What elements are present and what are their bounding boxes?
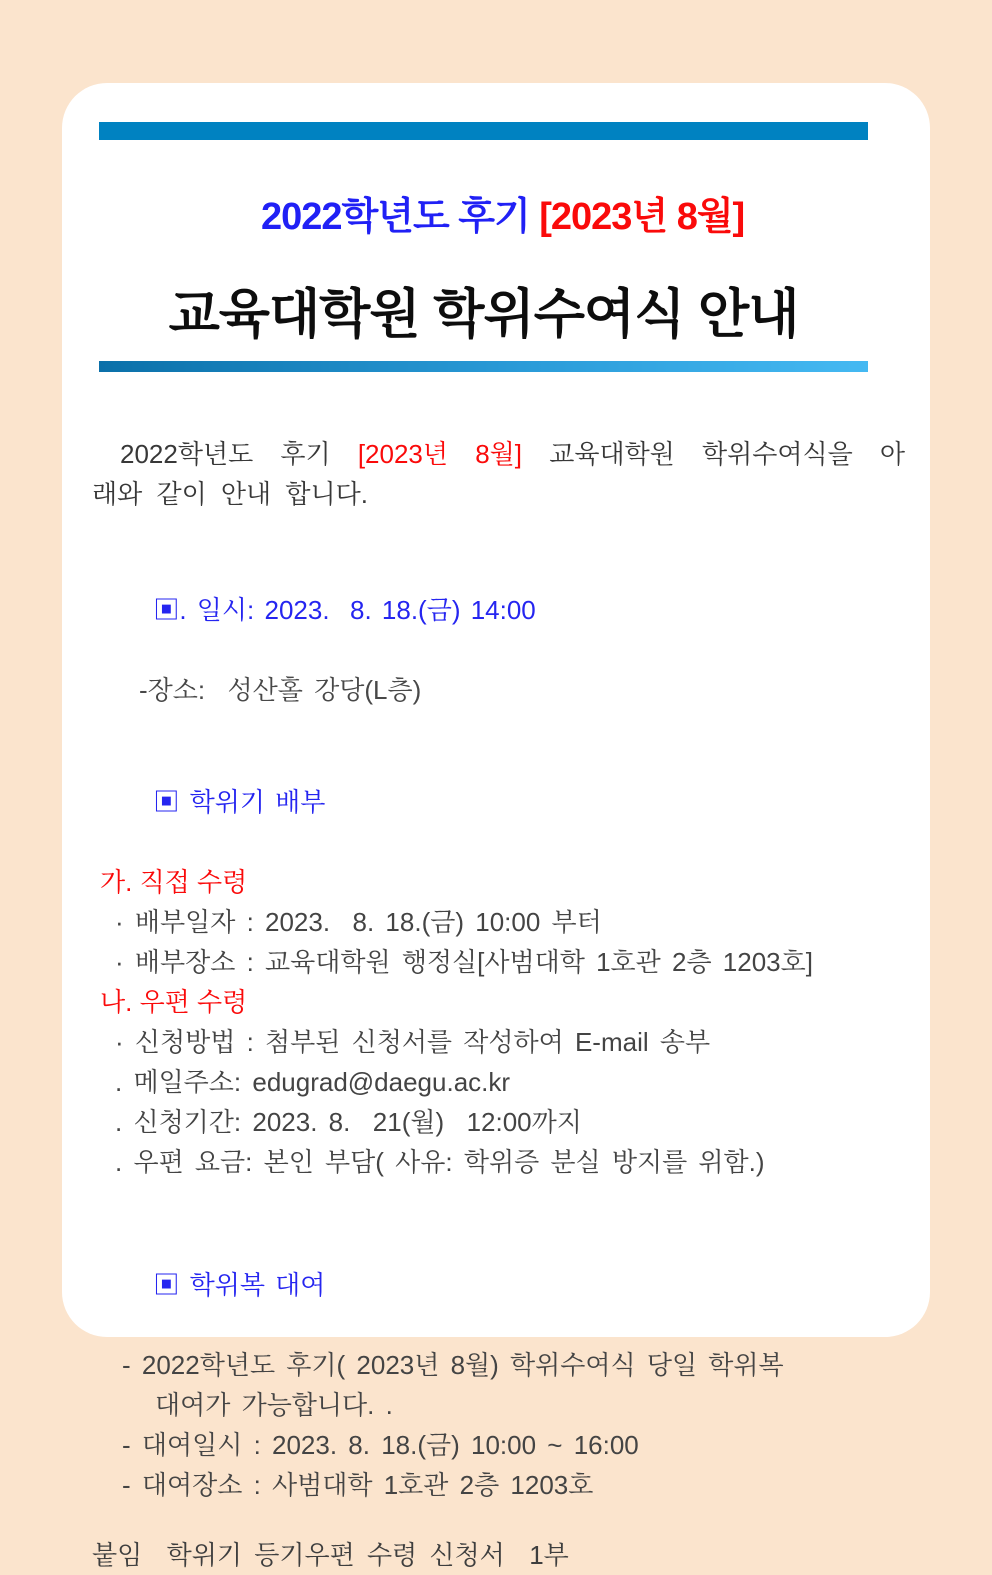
intro-text-1: 2022학년도 후기 (120, 439, 331, 469)
list-item-application-period: . 신청기간: 2023. 8. 21(월) 12:00까지 (115, 1107, 582, 1137)
rental-heading-text: 학위복 대여 (179, 1270, 326, 1300)
attachment-note: 붙임 학위기 등기우편 수령 신청서 1부 (92, 1540, 569, 1570)
list-item-postage-fee: . 우편 요금: 본인 부담( 사유: 학위증 분실 방지를 위함.) (115, 1147, 765, 1177)
list-item-application-method: · 신청방법 : 첨부된 신청서를 작성하여 E-mail 송부 (115, 1027, 711, 1057)
section-heading-datetime (92, 550, 905, 670)
announcement-body (62, 372, 930, 1575)
subheading-mail-pickup: 나. 우편 수령 (100, 987, 248, 1017)
square-bullet-icon: ▣ (153, 1270, 180, 1300)
header-gradient-bar (99, 361, 868, 372)
list-item-rental-availability: - 2022학년도 후기( 2023년 8월) 학위수여식 당일 학위복 (122, 1350, 784, 1380)
location-line: -장소: 성산홀 강당(L층) (139, 675, 422, 705)
list-item-rental-datetime: - 대여일시 : 2023. 8. 18.(금) 10:00 ~ 16:00 (122, 1430, 639, 1460)
announcement-card (62, 83, 930, 1570)
page-title: 교육대학원 학위수여식 안내 (168, 285, 799, 344)
subtitle (99, 151, 868, 283)
list-item-distribution-place: · 배부장소 : 교육대학원 행정실[사범대학 1호관 2층 1203호] (115, 947, 813, 977)
square-bullet-icon: ▣ (153, 787, 180, 817)
subtitle-date-text: [2023년 8월] (539, 196, 745, 238)
subtitle-term-text: 2022학년도 후기 (261, 196, 540, 238)
square-bullet-icon: ▣. (153, 595, 187, 625)
intro-paragraph-line1 (92, 434, 905, 474)
list-item-rental-place: - 대여장소 : 사범대학 1호관 2층 1203호 (122, 1470, 594, 1500)
intro-date-text: [2023년 8월] (357, 439, 523, 469)
section-heading-gown-rental (92, 1225, 905, 1345)
intro-paragraph-line2: 래와 같이 안내 합니다. (92, 479, 368, 509)
intro-text-2: 교육대학원 학위수여식을 아 (549, 439, 906, 469)
subheading-direct-pickup: 가. 직접 수령 (100, 867, 248, 897)
datetime-heading-text: 일시: 2023. 8. 18.(금) 14:00 (186, 595, 536, 625)
header-top-bar (99, 122, 868, 140)
list-item-email-address: . 메일주소: edugrad@daegu.ac.kr (115, 1067, 511, 1097)
list-item-rental-availability-cont: 대여가 가능합니다. . (155, 1390, 393, 1420)
distribution-heading-text: 학위기 배부 (179, 787, 326, 817)
section-heading-distribution (92, 742, 905, 862)
list-item-distribution-date: · 배부일자 : 2023. 8. 18.(금) 10:00 부터 (115, 907, 602, 937)
